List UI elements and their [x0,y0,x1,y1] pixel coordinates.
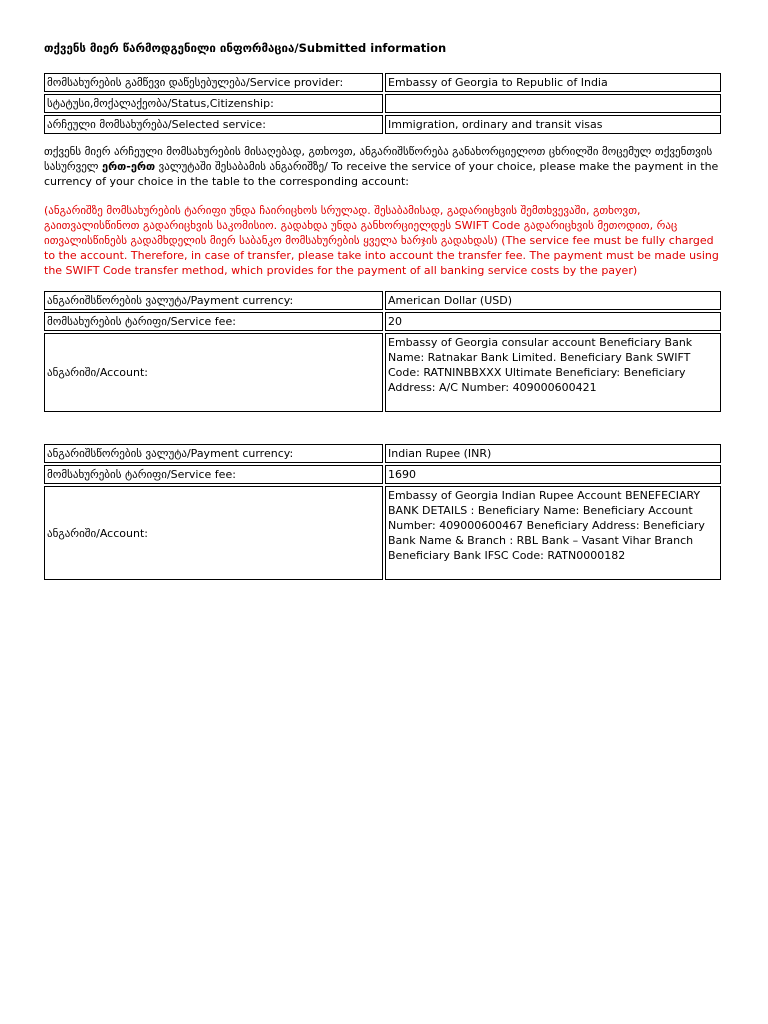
instruction-text-start: თქვენს მიერ არჩეული მომსახურების მისაღებად, გთხოვთ, ანგარიშსწორება განახორციელოთ ცხრილში მოცემულ თქვენთვის სასურველ [44,145,713,173]
service-fee-value: 1690 [385,465,721,484]
account-details: Embassy of Georgia consular account Beneficiary Bank Name: Ratnakar Bank Limited. Beneficiary Bank SWIFT Code: RATNINBBXXX Ultimate Beneficiary: Beneficiary Address: A/C Number: 409000600421 [385,333,721,412]
account-details: Embassy of Georgia Indian Rupee Account BENEFECIARY BANK DETAILS : Beneficiary Name: Beneficiary Account Number: 409000600467 Beneficiary Address: Beneficiary Bank Name & Branch : RBL Bank – Vasant Vihar Branch Beneficiary Bank IFSC Code: RATN0000182 [385,486,721,580]
account-label: ანგარიში/Account: [44,486,383,580]
payment-currency-label: ანგარიშსწორების ვალუტა/Payment currency: [44,444,383,463]
service-provider-label: მომსახურების გამწევი დაწესებულება/Service provider: [44,73,383,92]
payment-currency-label: ანგარიშსწორების ვალუტა/Payment currency: [44,291,383,310]
service-fee-label: მომსახურების ტარიფი/Service fee: [44,465,383,484]
payment-currency-value: Indian Rupee (INR) [385,444,721,463]
status-citizenship-value [385,94,721,113]
instruction-text-end: ვალუტაში შესაბამის ანგარიშზე/ To receive the service of your choice, please make the payment in the currency of your choice in the table to the corresponding account: [44,160,719,188]
usd-payment-table [44,289,721,414]
table-row [44,73,721,92]
table-row [44,115,721,134]
instruction-emphasis: ერთ-ერთ [102,160,156,173]
service-fee-label: მომსახურების ტარიფი/Service fee: [44,312,383,331]
table-row [44,333,721,412]
selected-service-value: Immigration, ordinary and transit visas [385,115,721,134]
table-row [44,312,721,331]
inr-payment-table [44,442,721,582]
selected-service-label: არჩეული მომსახურება/Selected service: [44,115,383,134]
page-title: თქვენს მიერ წარმოდგენილი ინფორმაცია/Submitted information [44,41,447,55]
payment-currency-value: American Dollar (USD) [385,291,721,310]
fee-warning: (ანგარიშზე მომსახურების ტარიფი უნდა ჩაირიცხოს სრულად. შესაბამისად, გადარიცხვის შემთხვევაში, გთხოვთ, გაითვალისწინოთ გადარიცხვის საკომისიო. გადახდა უნდა განხორციელდეს SWIFT Code გადარიცხვის მეთოდით, რაც ითვალისწინებს გადამხდელის მიერ საბანკო მომსახურების ყველა ხარჯის გადახდას) (The service fee must be fully charged to the account. Therefore, in case of transfer, please take into account the transfer fee. The payment must be made using the SWIFT Code transfer method, which provides for the payment of all banking service costs by the payer) [44,204,719,277]
service-fee-value: 20 [385,312,721,331]
table-row [44,94,721,113]
status-citizenship-label: სტატუსი,მოქალაქეობა/Status,Citizenship: [44,94,383,113]
service-provider-value: Embassy of Georgia to Republic of India [385,73,721,92]
table-row [44,486,721,580]
table-row [44,465,721,484]
account-label: ანგარიში/Account: [44,333,383,412]
table-row [44,291,721,310]
payment-instruction [44,144,724,189]
table-row [44,444,721,463]
submitted-info-table [44,71,721,136]
